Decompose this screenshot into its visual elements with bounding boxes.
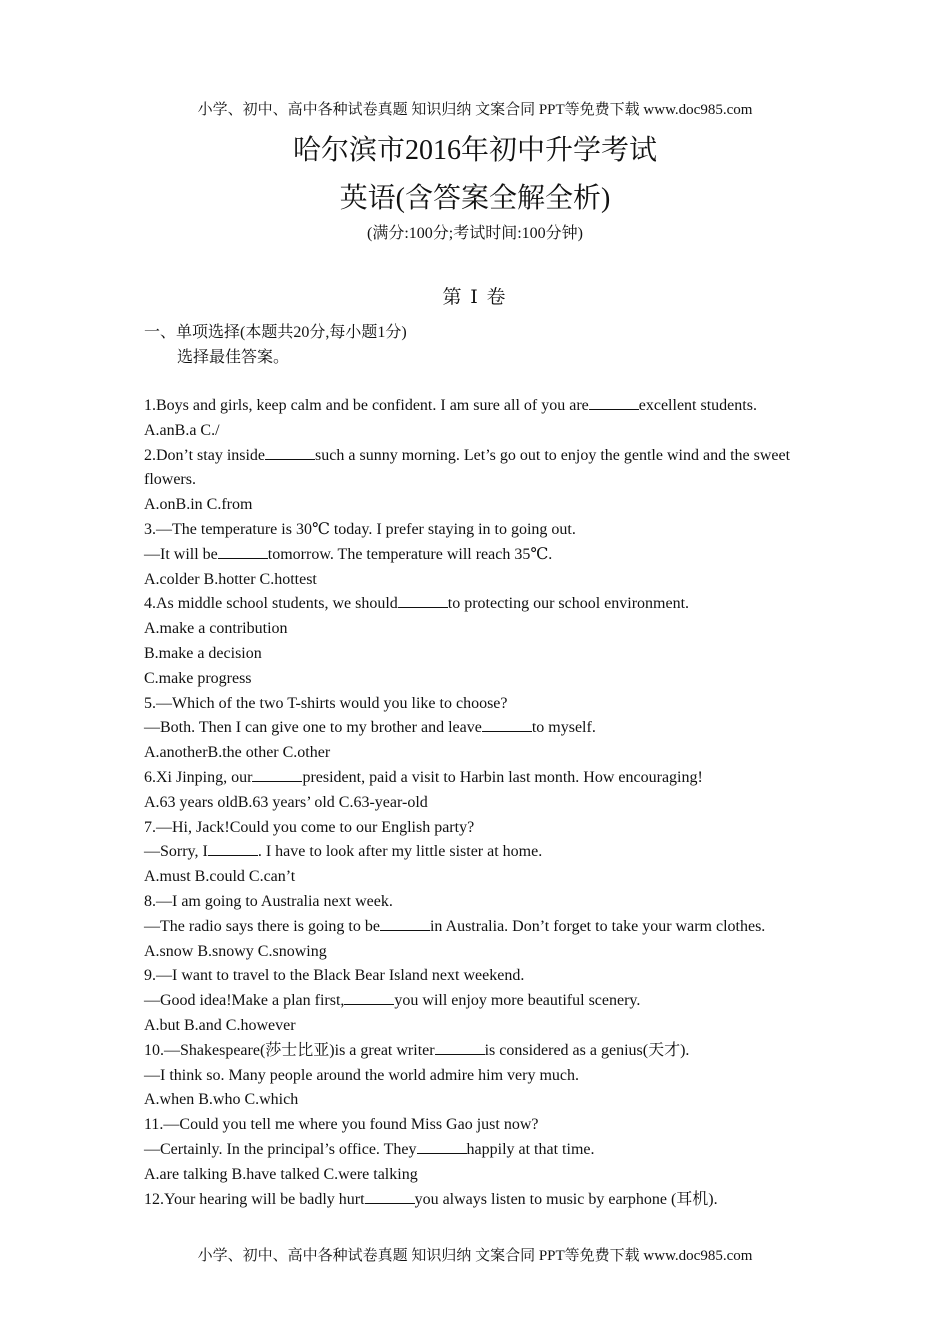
- section-title: 一、单项选择(本题共20分,每小题1分): [144, 324, 407, 341]
- answer-blank: [218, 544, 268, 559]
- question-line: A.colder B.hotter C.hottest: [144, 570, 317, 588]
- answer-blank: [208, 841, 258, 856]
- question-text: 6.Xi Jinping, our: [144, 768, 253, 786]
- question-text: —Certainly. In the principal’s office. They: [144, 1140, 417, 1158]
- question-text: —It will be: [144, 545, 218, 563]
- question-line: —I think so. Many people around the world admire him very much.: [144, 1066, 580, 1084]
- question-text: —Good idea!Make a plan first,: [144, 992, 345, 1010]
- question-line: A.63 years oldB.63 years’ old C.63-year-old: [144, 793, 428, 811]
- question-line: [144, 716, 824, 741]
- question-line: A.onB.in C.from: [144, 496, 253, 514]
- question-text-after-blank: happily at that time.: [466, 1140, 595, 1158]
- exam-score-time: (满分:100分;考试时间:100分钟): [367, 225, 583, 242]
- question-line: [144, 1039, 824, 1064]
- question-text-after-blank: is considered as a genius(天才).: [484, 1041, 690, 1059]
- question-text: 1.Boys and girls, keep calm and be confident. I am sure all of you are: [144, 397, 589, 414]
- question-text-after-blank: you will enjoy more beautiful scenery.: [394, 992, 641, 1010]
- section-instruction: 选择最佳答案。: [177, 349, 290, 366]
- question-line: C.make progress: [144, 669, 252, 687]
- question-text-after-blank: you always listen to music by earphone (耳机).: [414, 1190, 718, 1208]
- question-line: [144, 1188, 824, 1213]
- question-line: [144, 444, 824, 494]
- question-line: A.are talking B.have talked C.were talking: [144, 1165, 418, 1183]
- question-line: [144, 989, 824, 1014]
- question-line: [144, 766, 824, 791]
- exam-title: 哈尔滨市2016年初中升学考试: [292, 135, 657, 166]
- question-text: 10.—Shakespeare(莎士比亚)is a great writer: [144, 1041, 435, 1059]
- question-text: 2.Don’t stay inside: [144, 446, 266, 464]
- question-line: [144, 840, 824, 865]
- question-text-after-blank: excellent students.: [638, 397, 757, 414]
- question-line: 11.—Could you tell me where you found Miss Gao just now?: [144, 1116, 539, 1134]
- question-line: [144, 543, 824, 568]
- question-line: [144, 592, 824, 617]
- answer-blank: [265, 445, 315, 460]
- answer-blank: [589, 395, 639, 410]
- answer-blank: [398, 593, 448, 608]
- answer-blank: [417, 1139, 467, 1154]
- answer-blank: [365, 1189, 415, 1204]
- question-line: 8.—I am going to Australia next week.: [144, 892, 393, 910]
- answer-blank: [435, 1040, 485, 1055]
- question-line: B.make a decision: [144, 644, 262, 662]
- question-line: [144, 1138, 824, 1163]
- question-text-after-blank: to myself.: [531, 719, 596, 737]
- question-text-after-blank: to protecting our school environment.: [447, 595, 690, 613]
- question-line: 7.—Hi, Jack!Could you come to our English party?: [144, 818, 475, 836]
- answer-blank: [252, 767, 302, 782]
- question-text-after-blank: president, paid a visit to Harbin last month. How encouraging!: [302, 768, 703, 786]
- question-text-after-blank: . I have to look after my little sister at home.: [257, 843, 543, 861]
- answer-blank: [344, 990, 394, 1005]
- question-text: 4.As middle school students, we should: [144, 595, 398, 613]
- question-line: A.anB.a C./: [144, 421, 220, 439]
- page-footer: 小学、初中、高中各种试卷真题 知识归纳 文案合同 PPT等免费下载 www.doc985.com: [197, 1248, 753, 1264]
- question-line: A.snow B.snowy C.snowing: [144, 942, 327, 960]
- question-text: 12.Your hearing will be badly hurt: [144, 1190, 365, 1208]
- question-text-after-blank: in Australia. Don’t forget to take your warm clothes.: [429, 917, 766, 935]
- question-line: 9.—I want to travel to the Black Bear Island next weekend.: [144, 967, 525, 985]
- answer-blank: [482, 717, 532, 732]
- question-text: —The radio says there is going to be: [144, 917, 380, 935]
- question-line: A.but B.and C.however: [144, 1016, 296, 1034]
- question-line: A.when B.who C.which: [144, 1091, 299, 1109]
- page-header: 小学、初中、高中各种试卷真题 知识归纳 文案合同 PPT等免费下载 www.doc985.com: [197, 102, 753, 118]
- exam-body: [144, 320, 824, 1212]
- question-line: 5.—Which of the two T-shirts would you like to choose?: [144, 694, 508, 712]
- question-list: [144, 394, 824, 1212]
- question-line: 3.—The temperature is 30℃ today. I prefer staying in to going out.: [144, 520, 576, 538]
- question-text-after-blank: such a sunny morning. Let’s go out to enjoy the gentle wind and the sweet flowers.: [144, 446, 791, 489]
- question-line: A.must B.could C.can’t: [144, 868, 296, 886]
- question-text: —Both. Then I can give one to my brother and leave: [144, 719, 482, 737]
- exam-subtitle: 英语(含答案全解全析): [339, 183, 611, 214]
- question-line: A.make a contribution: [144, 620, 288, 638]
- answer-blank: [380, 916, 430, 931]
- volume-heading: 第 Ⅰ 卷: [442, 287, 508, 308]
- question-text-after-blank: tomorrow. The temperature will reach 35℃.: [267, 545, 553, 563]
- question-line: [144, 394, 824, 419]
- question-line: A.anotherB.the other C.other: [144, 744, 331, 762]
- question-text: —Sorry, I: [144, 843, 208, 861]
- question-line: [144, 915, 824, 940]
